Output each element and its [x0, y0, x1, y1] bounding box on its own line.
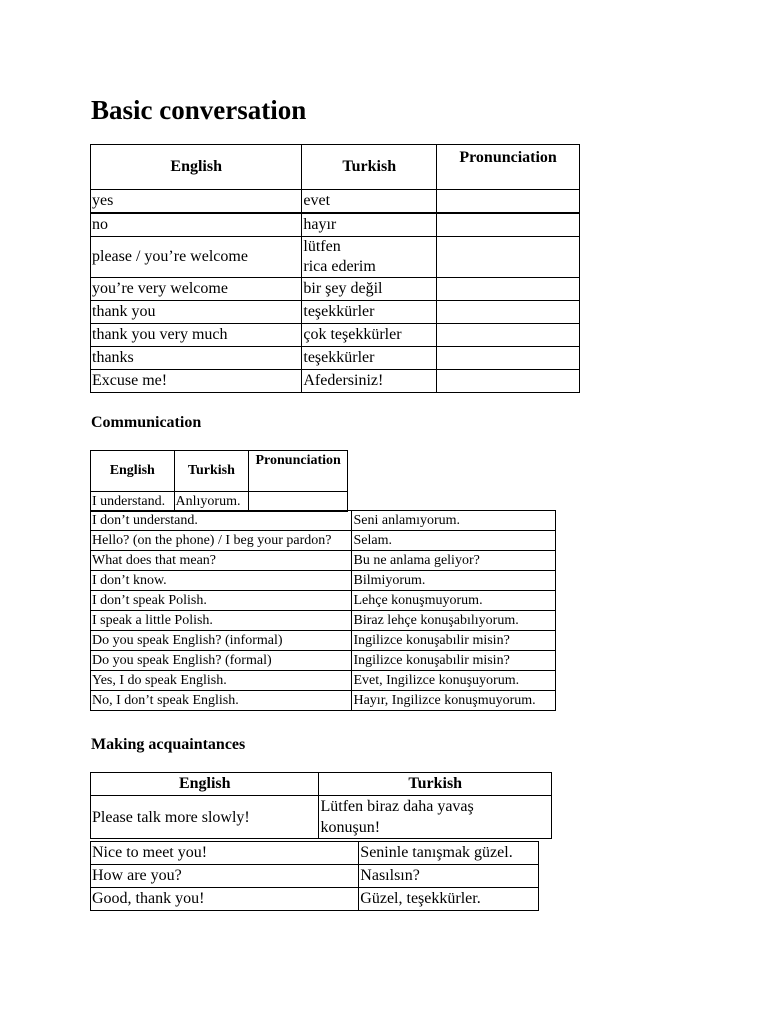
table-row — [91, 347, 580, 370]
cell-turkish: Güzel, teşekkürler. — [359, 888, 539, 911]
table-row — [91, 631, 556, 651]
table-row — [91, 865, 539, 888]
cell-english: no — [91, 213, 302, 237]
cell-english: Please talk more slowly! — [91, 796, 319, 839]
cell-english: Do you speak English? (informal) — [91, 631, 352, 651]
cell-english: thanks — [91, 347, 302, 370]
cell-english: I speak a little Polish. — [91, 611, 352, 631]
section-heading-communication: Communication — [91, 414, 202, 431]
cell-english: What does that mean? — [91, 551, 352, 571]
cell-pronunciation — [437, 301, 580, 324]
cell-english: Yes, I do speak English. — [91, 671, 352, 691]
cell-turkish: Seni anlamıyorum. — [352, 511, 556, 531]
cell-english: I don’t speak Polish. — [91, 591, 352, 611]
table-row — [91, 796, 552, 839]
communication-table — [90, 510, 556, 711]
cell-english: Good, thank you! — [91, 888, 359, 911]
cell-english: Excuse me! — [91, 370, 302, 393]
table-row — [91, 324, 580, 347]
table-row — [91, 551, 556, 571]
cell-english: thank you — [91, 301, 302, 324]
table-header-row — [91, 451, 348, 492]
cell-pronunciation — [437, 370, 580, 393]
cell-turkish: Ingilizce konuşabılir misin? — [352, 631, 556, 651]
cell-pronunciation — [437, 324, 580, 347]
cell-pronunciation — [249, 492, 348, 512]
column-header-english: English — [91, 773, 319, 796]
cell-turkish: evet — [302, 190, 437, 214]
cell-pronunciation — [437, 237, 580, 278]
cell-english: No, I don’t speak English. — [91, 691, 352, 711]
cell-turkish: Ingilizce konuşabılir misin? — [352, 651, 556, 671]
cell-turkish: bir şey değil — [302, 278, 437, 301]
cell-turkish: Afedersiniz! — [302, 370, 437, 393]
cell-english: Do you speak English? (formal) — [91, 651, 352, 671]
cell-turkish: Hayır, Ingilizce konuşmuyorum. — [352, 691, 556, 711]
table-row — [91, 213, 580, 237]
column-header-turkish: Turkish — [174, 451, 249, 492]
table-row — [91, 651, 556, 671]
cell-turkish: Lehçe konuşmuyorum. — [352, 591, 556, 611]
table-row — [91, 190, 580, 214]
column-header-pronunciation: Pronunciation — [437, 145, 580, 190]
cell-english: thank you very much — [91, 324, 302, 347]
cell-pronunciation — [437, 278, 580, 301]
table-row — [91, 591, 556, 611]
table-row — [91, 571, 556, 591]
cell-english: please / you’re welcome — [91, 237, 302, 278]
cell-english: yes — [91, 190, 302, 214]
table-row — [91, 492, 348, 512]
table-row — [91, 531, 556, 551]
cell-turkish — [319, 796, 552, 839]
turkish-line-2: rica ederim — [303, 258, 376, 275]
cell-turkish: hayır — [302, 213, 437, 237]
column-header-turkish: Turkish — [319, 773, 552, 796]
column-header-english: English — [91, 145, 302, 190]
column-header-turkish: Turkish — [302, 145, 437, 190]
cell-english: Hello? (on the phone) / I beg your pardon? — [91, 531, 352, 551]
table-row — [91, 842, 539, 865]
cell-english: How are you? — [91, 865, 359, 888]
cell-pronunciation — [437, 213, 580, 237]
cell-turkish: Biraz lehçe konuşabılıyorum. — [352, 611, 556, 631]
acquaintances-table — [90, 841, 539, 911]
cell-turkish: çok teşekkürler — [302, 324, 437, 347]
cell-turkish: Seninle tanışmak güzel. — [359, 842, 539, 865]
cell-pronunciation — [437, 190, 580, 214]
table-header-row — [91, 773, 552, 796]
table-row — [91, 237, 580, 278]
cell-english: I don’t know. — [91, 571, 352, 591]
cell-turkish: teşekkürler — [302, 301, 437, 324]
cell-pronunciation — [437, 347, 580, 370]
column-header-pronunciation: Pronunciation — [249, 451, 348, 492]
page-title: Basic conversation — [91, 95, 307, 125]
cell-turkish: Bilmiyorum. — [352, 571, 556, 591]
cell-english: you’re very welcome — [91, 278, 302, 301]
table-row — [91, 370, 580, 393]
cell-turkish: Anlıyorum. — [174, 492, 249, 512]
cell-turkish — [302, 237, 437, 278]
table-row — [91, 301, 580, 324]
cell-turkish: teşekkürler — [302, 347, 437, 370]
column-header-english: English — [91, 451, 175, 492]
table-header-row — [91, 145, 580, 190]
cell-english: I don’t understand. — [91, 511, 352, 531]
turkish-line-1: Lütfen biraz daha yavaş — [320, 798, 474, 815]
table-row — [91, 888, 539, 911]
turkish-line-1: lütfen — [303, 238, 341, 255]
basic-conversation-table — [90, 144, 580, 393]
turkish-line-2: konuşun! — [320, 819, 381, 836]
cell-english: I understand. — [91, 492, 175, 512]
acquaintances-header-table — [90, 772, 552, 839]
table-row — [91, 611, 556, 631]
section-heading-acquaintances: Making acquaintances — [91, 736, 246, 753]
table-row — [91, 278, 580, 301]
cell-turkish: Bu ne anlama geliyor? — [352, 551, 556, 571]
cell-turkish: Selam. — [352, 531, 556, 551]
cell-turkish: Evet, Ingilizce konuşuyorum. — [352, 671, 556, 691]
table-row — [91, 671, 556, 691]
cell-turkish: Nasılsın? — [359, 865, 539, 888]
cell-english: Nice to meet you! — [91, 842, 359, 865]
communication-header-table — [90, 450, 348, 512]
table-row — [91, 511, 556, 531]
table-row — [91, 691, 556, 711]
